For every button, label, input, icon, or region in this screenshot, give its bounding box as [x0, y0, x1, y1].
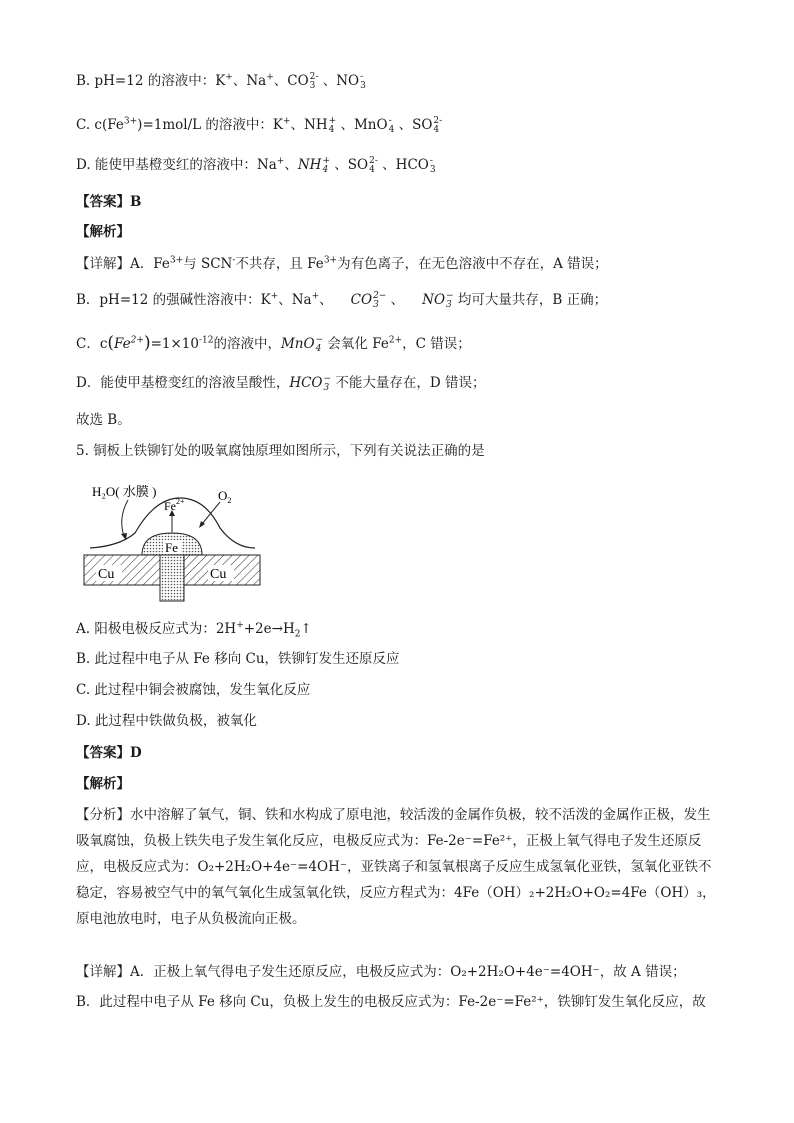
option-b: B. pH=12 的溶液中：K+、Na+、CO 2- 3 、NO - 3	[76, 71, 366, 91]
cu-left-label: Cu	[98, 567, 115, 582]
q5-option-d: D. 此过程中铁做负极，被氧化	[76, 713, 257, 729]
o2-arrow	[202, 502, 220, 524]
answer-label-1: 【答案】B	[76, 194, 142, 210]
q5-option-c: C. 此过程中铜会被腐蚀，发生氧化反应	[76, 682, 311, 698]
fe-label: Fe	[165, 540, 178, 555]
q5-option-a: A. 阳极电极反应式为：$2H^++2e\to H_2↑$	[76, 620, 312, 640]
detail-c-1: C．$c(Fe^{2+})=1\times 10^{-12}$的溶液中，MnO − 4 会氧化 $Fe^{2+}$，C 错误；	[76, 333, 471, 354]
fe2-label: $Fe^{2+}$	[164, 497, 185, 513]
question-5: 5. 铜板上铁铆钉处的吸氧腐蚀原理如图所示，下列有关说法正确的是	[76, 443, 485, 459]
detail-a-2: 【详解】A．正极上氧气得电子发生还原反应，电极反应式为：O₂+2H₂O+4e⁻=4OH⁻，故 A 错误；	[76, 964, 686, 980]
q5-option-b: B. 此过程中电子从 Fe 移向 Cu，铁铆钉发生还原反应	[76, 651, 400, 667]
detail-b-1: B．pH=12 的强碱性溶液中：K+、Na+、 CO 2− 3 、 NO − 3 均可大量共存，B 正确；	[76, 290, 608, 310]
cu-right-label: Cu	[210, 567, 227, 582]
water-film-label: H₂O( 水膜 )	[92, 484, 157, 499]
rivet-shaft	[160, 555, 184, 601]
analysis-label-1: 【解析】	[76, 224, 130, 240]
answer-label-2: 【答案】D	[76, 745, 142, 761]
detail-d-1: D．能使甲基橙变红的溶液呈酸性，HCO − 3 不能大量存在，D 错误；	[76, 373, 486, 393]
corrosion-diagram	[80, 478, 280, 608]
detail-b-2: B．此过程中电子从 Fe 移向 Cu，负极上发生的电极反应式为：Fe-2e⁻=Fe²⁺，铁铆钉发生氧化反应，故	[76, 994, 706, 1010]
analysis-paragraph: 【分析】水中溶解了氧气，铜、铁和水构成了原电池，较活泼的金属作负极，较不活泼的金属作正极，发生吸氧腐蚀，负极上铁失电子发生氧化反应，电极反应式为：Fe-2e⁻=Fe²⁺，正极上氧气得电子发生还原反应，电极反应式为：O₂+2H₂O+4e⁻=4OH⁻，亚铁离子和氢氧根离子反应生成氢氧化亚铁，氢氧化亚铁不稳定，容易被空气中的氧气氧化生成氢氧化铁，反应方程式为：4Fe（OH）₂+2H₂O+O₂=4Fe（OH）₃，原电池放电时，电子从负极流向正极。	[76, 807, 716, 927]
o2-label: $O_2$	[218, 488, 232, 505]
analysis-label-2: 【解析】	[76, 776, 130, 792]
detail-a-1: 【详解】A．$Fe^{3+}$与 SCN-不共存，且 $Fe^{3+}$为有色离子，在无色溶液中不存在，A 错误；	[76, 255, 608, 272]
water-arrow	[122, 500, 128, 536]
conclusion-1: 故选 B。	[76, 412, 131, 428]
water-arrowhead	[121, 533, 127, 540]
option-c: C. $c(Fe^{3+})=1mol/L$ 的溶液中：K+、NH + 4 、MnO - 4 、SO 2- 4	[76, 115, 443, 135]
option-d: D. 能使甲基橙变红的溶液中：Na+、NH + 4 、SO 2- 4 、HCO - 3	[76, 155, 436, 175]
